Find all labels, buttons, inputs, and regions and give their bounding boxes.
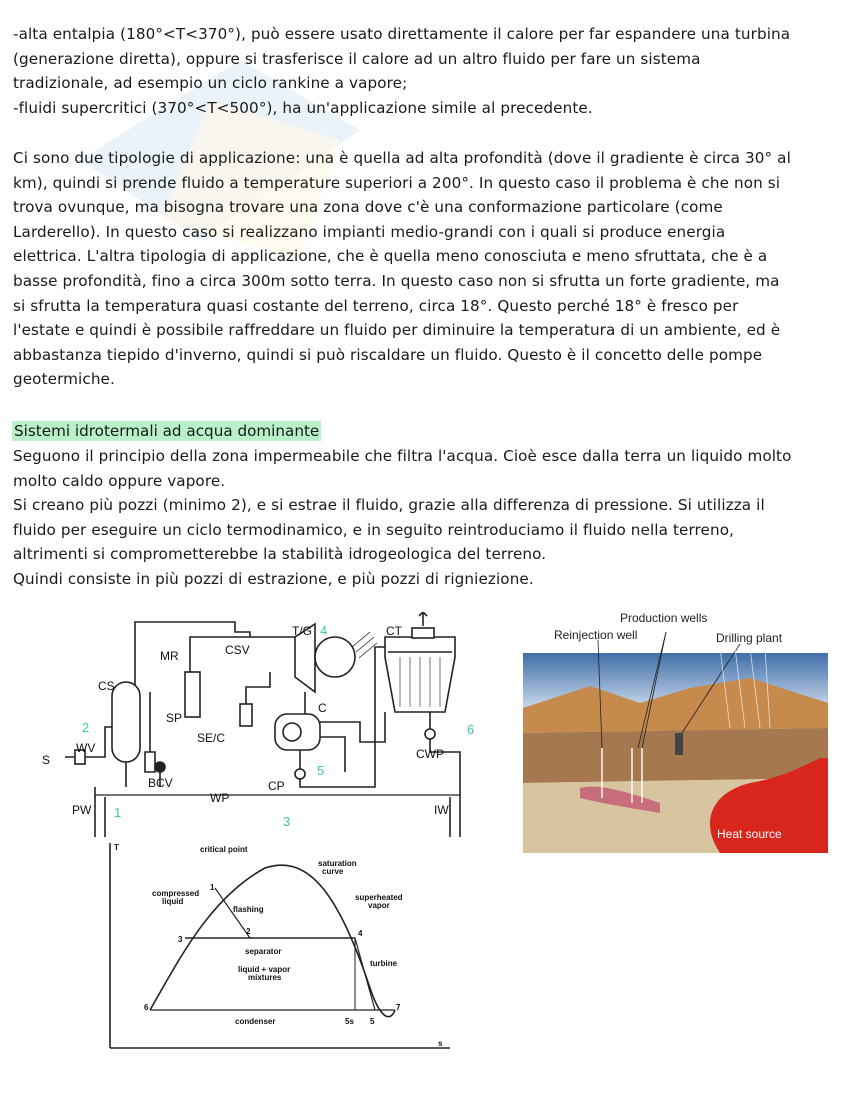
label-s: S	[42, 753, 51, 767]
label-heat-source: Heat source	[717, 827, 782, 841]
point-label: 4	[358, 929, 363, 938]
label-cwp: CWP	[416, 747, 444, 761]
label-mr: MR	[160, 649, 179, 663]
label-cs: CS	[98, 679, 115, 693]
axis-t-label: T	[114, 843, 119, 852]
point-label: 6	[144, 1003, 149, 1012]
label-liquid: liquid	[162, 897, 184, 906]
point-label: 5s	[345, 1017, 354, 1026]
label-turbine: turbine	[370, 959, 398, 968]
label-tg: T/G	[292, 624, 312, 638]
point-label: 1	[210, 883, 215, 892]
label-iw: IW	[434, 803, 449, 817]
label-mixtures: mixtures	[248, 973, 282, 982]
label-separator: separator	[245, 947, 282, 956]
label-csv: CSV	[225, 643, 250, 657]
plant-schematic	[30, 612, 490, 837]
label-drilling-plant: Drilling plant	[716, 631, 783, 645]
label-curve: curve	[322, 867, 344, 876]
label-saturation: saturation	[318, 859, 357, 868]
state-number: 5	[317, 763, 325, 778]
label-vapor: vapor	[368, 901, 390, 910]
label-critical-point: critical point	[200, 845, 248, 854]
label-pw: PW	[72, 803, 92, 817]
label-reinjection-well: Reinjection well	[554, 628, 638, 642]
label-bcv: BCV	[148, 776, 173, 790]
point-label: 3	[178, 935, 183, 944]
label-flashing: flashing	[233, 905, 264, 914]
label-mixture: liquid + vapor	[238, 965, 291, 974]
axis-s-label: s	[438, 1039, 443, 1048]
state-number: 4	[320, 623, 328, 638]
paragraph-hydrothermal: Seguono il principio della zona impermeabile che filtra l'acqua. Cioè esce dalla terra un liquido molto molto caldo oppure vapore. Si creano più pozzi (minimo 2), e si estrae il fluido, grazie alla differenza di pressione. Si utilizza il fluido per eseguire un ciclo termodinamico, e in seguito reintroduciamo il fluido nella terreno, altrimenti si comprometterebbe la stabilità idrogeologica del terreno. Quindi consiste in più pozzi di estrazione, e più pozzi di rigniezione.	[13, 447, 792, 588]
state-number: 6	[467, 722, 475, 737]
label-c: C	[318, 701, 327, 715]
section-heading: Sistemi idrotermali ad acqua dominante	[14, 422, 320, 440]
geothermal-illustration	[520, 608, 830, 853]
label-sec: SE/C	[197, 731, 226, 745]
state-number: 1	[114, 805, 122, 820]
paragraph-enthalpy: -alta entalpia (180°<T<370°), può essere usato direttamente il calore per far espandere una turbina (generazione diretta), oppure si trasferisce il calore ad un altro fluido per fare un sistema tradizionale, ad esempio un ciclo rankine a vapore; -fluidi supercritici (370°<T<500°), ha un'applicazione simile al precedente.	[13, 25, 791, 117]
label-wp: WP	[210, 791, 230, 805]
label-sp: SP	[166, 711, 183, 725]
ts-diagram	[100, 838, 460, 1060]
label-wv: WV	[76, 741, 96, 755]
label-condenser: condenser	[235, 1017, 276, 1026]
point-label: 7	[396, 1003, 401, 1012]
point-label: 5	[370, 1017, 375, 1026]
label-production-wells: Production wells	[620, 611, 708, 625]
label-superheated: superheated	[355, 893, 403, 902]
point-label: 2	[246, 927, 251, 936]
label-ct: CT	[386, 624, 402, 638]
state-number: 3	[283, 814, 291, 829]
state-number: 2	[82, 720, 90, 735]
label-cp: CP	[268, 779, 285, 793]
label-compressed: compressed	[152, 889, 200, 898]
paragraph-applications: Ci sono due tipologie di applicazione: una è quella ad alta profondità (dove il gradiente è circa 30° al km), quindi si prende fluido a temperature superiori a 200°. In questo caso il problema è che non si trova ovunque, ma bisogna trovare una zona dove c'è una conformazione particolare (come Larderello). In questo caso si realizzano impianti medio-grandi con i quali si produce energia elettrica. L'altra tipologia di applicazione, che è quella meno conosciuta e meno sfruttata, che è a basse profondità, fino a circa 300m sotto terra. In questo caso non si sfrutta un forte gradiente, ma si sfrutta la temperatura quasi costante del terreno, circa 18°. Questo perché 18° è fresco per l'estate e quindi è possibile raffreddare un fluido per diminuire la temperatura di un ambiente, ed è abbastanza tiepido d'inverno, quindi si può riscaldare un fluido. Questo è il concetto delle pompe geotermiche.	[13, 149, 791, 389]
